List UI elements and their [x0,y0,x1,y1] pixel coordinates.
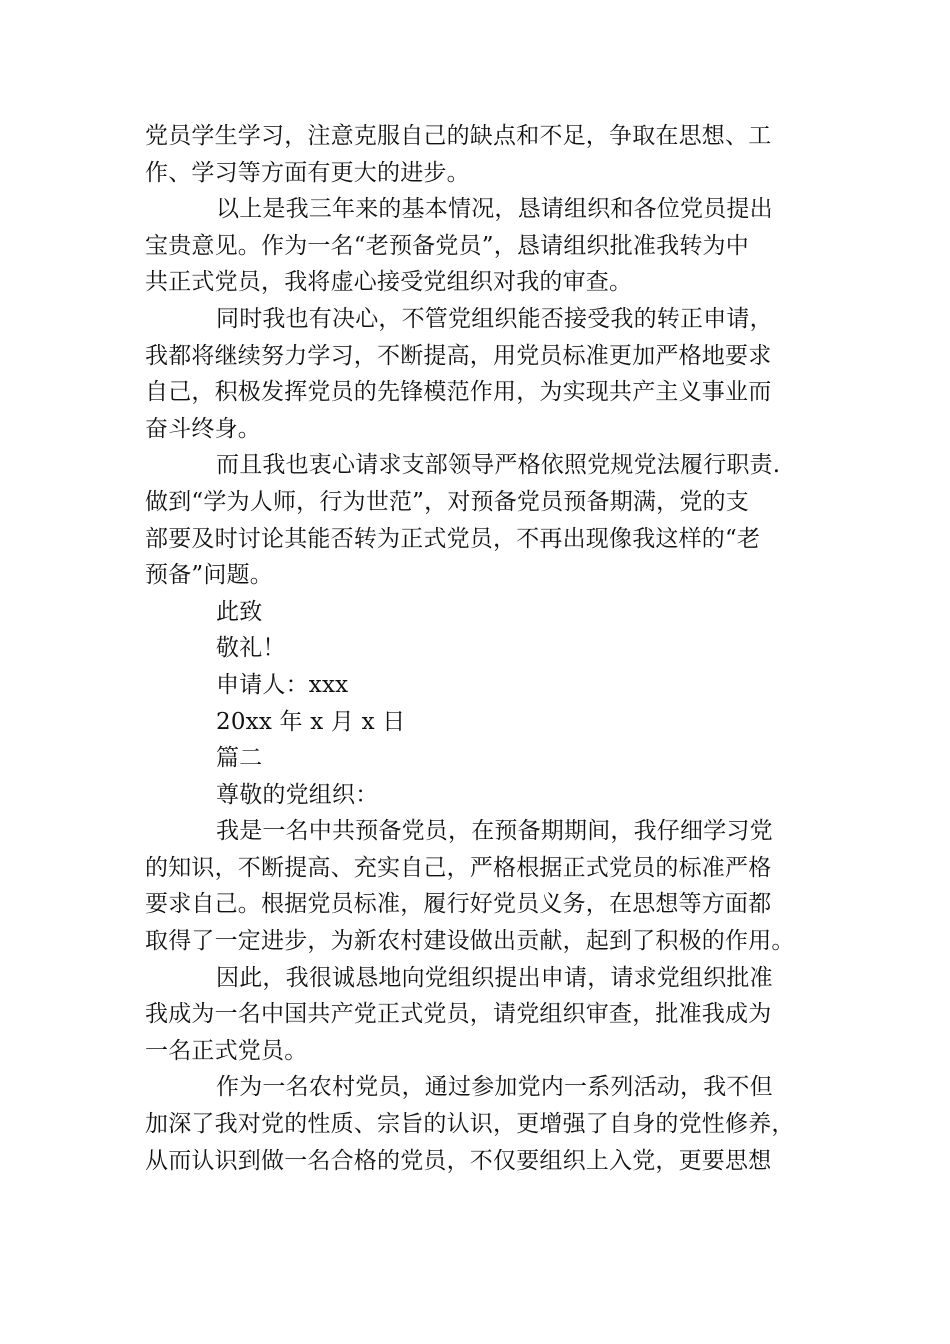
text-line: 因此，我很诚恳地向党组织提出申请，请求党组织批准 [216,964,773,991]
text-line: 自己，积极发挥党员的先锋模范作用，为实现共产主义事业而 [145,379,772,406]
text-line: 加深了我对党的性质、宗旨的认识，更增强了自身的党性修养， [145,1111,795,1138]
closing-block [145,594,805,740]
section-two-paragraph-3 [145,1069,805,1179]
section-two-paragraph-2 [145,960,805,1070]
text-line: 而且我也衷心请求支部领导严格依照党规党法履行职责. [216,452,781,479]
text-line: 奋斗终身。 [145,415,261,442]
text-line: 作为一名农村党员，通过参加党内一系列活动，我不但 [216,1074,773,1101]
text-line: 以上是我三年来的基本情况，恳请组织和各位党员提出 [216,196,773,223]
text-line: 要求自己。根据党员标准，履行好党员义务，在思想等方面都 [145,891,772,918]
paragraph-3 [145,301,805,447]
text-line: 作、学习等方面有更大的进步。 [145,159,470,186]
letter-date: 20xx 年 x 月 x 日 [216,708,406,735]
applicant-signature: 申请人：xxx [216,671,349,698]
text-line: 的知识，不断提高、充实自己，严格根据正式党员的标准严格 [145,854,772,881]
text-line: 党员学生学习，注意克服自己的缺点和不足，争取在思想、工 [145,123,772,149]
text-line: 宝贵意见。作为一名“老预备党员”，恳请组织批准我转为中 [145,232,749,259]
paragraph-4 [145,447,805,593]
greeting: 尊敬的党组织： [216,781,379,808]
text-line: 预备”问题。 [145,562,273,589]
paragraph-1 [145,118,805,191]
text-line: 我成为一名中国共产党正式党员，请党组织审查，批准我成为 [145,1001,772,1028]
document-body [145,118,805,1179]
text-line: 做到“学为人师，行为世范”，对预备党员预备期满，党的支 [145,488,749,515]
section-two-paragraph-1 [145,813,805,959]
text-line: 从而认识到做一名合格的党员，不仅要组织上入党，更要思想 [145,1147,772,1174]
paragraph-2 [145,191,805,301]
text-line: 部要及时讨论其能否转为正式党员，不再出现像我这样的“老 [145,525,761,552]
text-line: 我是一名中共预备党员，在预备期期间，我仔细学习党 [216,818,773,845]
section-heading: 篇二 [216,745,263,772]
closing-salutation: 此致 [216,598,263,625]
text-line: 我都将继续努力学习，不断提高，用党员标准更加严格地要求 [145,342,772,369]
section-two-header [145,740,805,813]
text-line: 取得了一定进步，为新农村建设做出贡献，起到了积极的作用。 [145,928,795,955]
closing-respect: 敬礼！ [216,635,286,662]
text-line: 同时我也有决心，不管党组织能否接受我的转正申请， [216,305,773,332]
text-line: 一名正式党员。 [145,1037,308,1064]
text-line: 共正式党员，我将虚心接受党组织对我的审查。 [145,269,633,296]
